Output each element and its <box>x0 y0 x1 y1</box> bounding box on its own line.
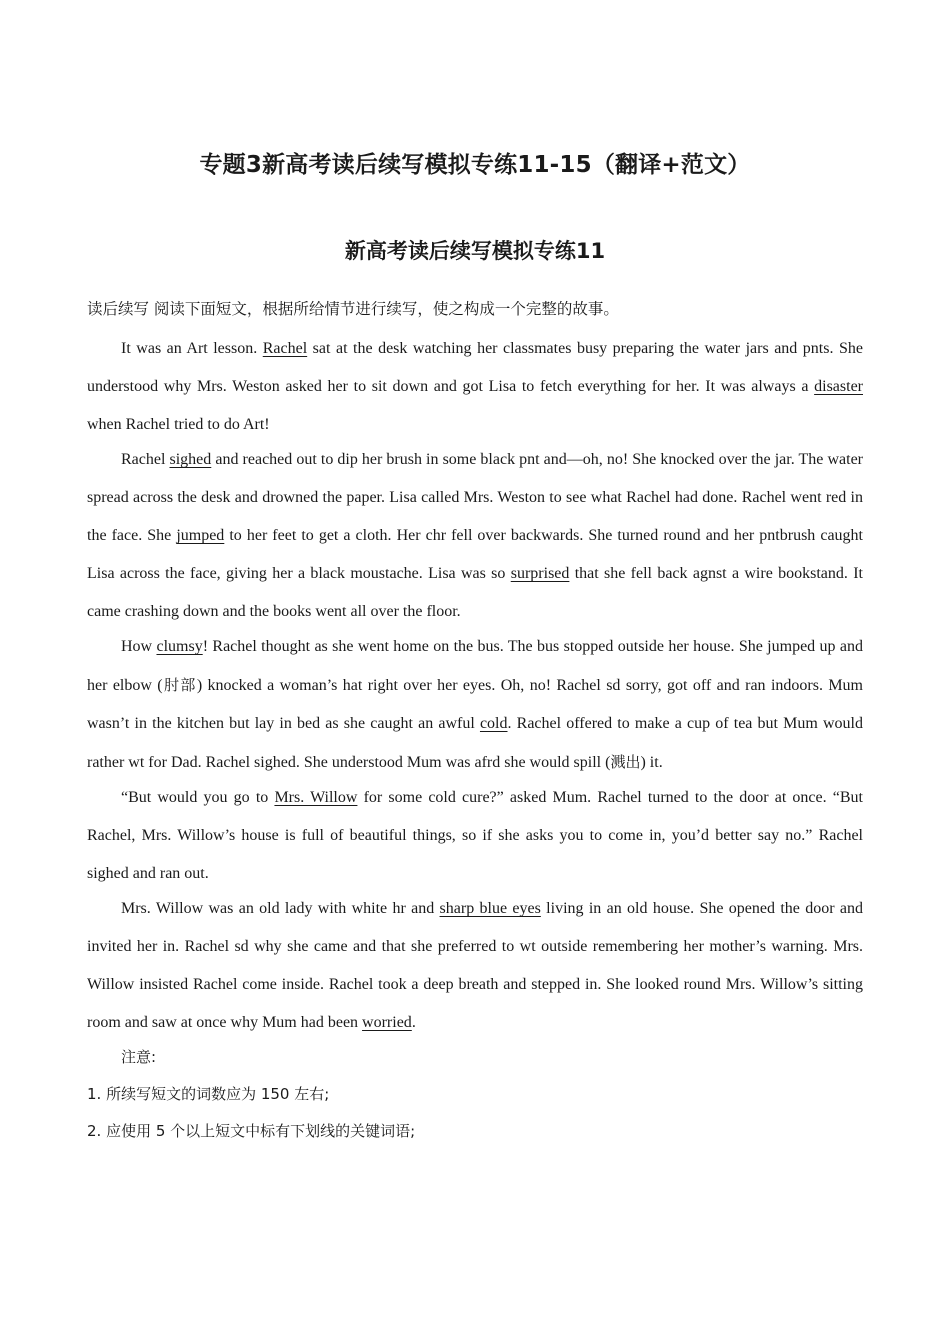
paragraph-text: ! Rachel thought as she went home on the bus. The bus stopped outside her house. She jumped up and her elbow ( <box>87 638 864 694</box>
paragraph-text: ) it. <box>640 754 663 771</box>
paragraph-text: Mrs. Willow was an old lady with white hr and <box>121 900 440 917</box>
note-item-1: 1. 所续写短文的词数应为 150 左右; <box>87 1085 330 1103</box>
story-paragraph <box>87 628 863 782</box>
gloss-text: 肘部 <box>162 676 197 694</box>
paragraph-text: ) knocked a woman’s hat right over her eyes. Oh, no! Rachel sd sorry, got off and ran indoors. Mum wasn’t in the kitchen but lay in bed as she caught an awful <box>87 677 863 732</box>
key-word: sighed <box>169 451 212 468</box>
paragraph-text: sat at the desk watching her classmates busy preparing the water jars and pnts. She understood why Mrs. Weston asked her to sit down and got Lisa to fetch everything for her. It was always a <box>87 340 863 395</box>
key-word: surprised <box>510 565 570 582</box>
paragraph-text: to her feet to get a cloth. Her chr fell over backwards. She turned round and her pntbrush caught Lisa across the face, giving her a black moustache. Lisa was so <box>87 527 863 582</box>
key-word: Mrs. Willow <box>274 789 358 806</box>
story-paragraphs <box>87 330 863 1042</box>
paragraph-text: for some cold cure?” asked Mum. Rachel turned to the door at once. “But Rachel, Mrs. Willow’s house is full of beautiful things, so if she asks you to come in, you’d better say no.” Rachel sighed and ran out. <box>87 789 863 882</box>
gloss-text: 溅出 <box>610 753 641 771</box>
key-word: clumsy <box>156 638 203 655</box>
paragraph-text: living in an old house. She opened the door and invited her in. Rachel sd why she came and that she preferred to wt outside remembering her mother’s warning. Mrs. Willow insisted Rachel come inside. Rachel took a deep breath and stepped in. She looked round Mrs. Willow’s sitting room and saw at once why Mum had been <box>87 900 863 1031</box>
paragraph-text: . <box>411 1014 416 1031</box>
note-item-2: 2. 应使用 5 个以上短文中标有下划线的关键词语; <box>87 1122 416 1140</box>
story-paragraph <box>87 779 863 893</box>
paragraph-text: that she fell back agnst a wire bookstand. It came crashing down and the books went all over the floor. <box>87 565 863 620</box>
paragraph-text: Rachel <box>121 451 170 468</box>
note-heading: 注意: <box>121 1048 157 1066</box>
story-body <box>87 330 863 1150</box>
document-subtitle: 新高考读后续写模拟专练11 <box>344 239 606 263</box>
story-paragraph <box>87 890 863 1042</box>
key-word: disaster <box>814 378 863 395</box>
paragraph-text: How <box>121 638 157 655</box>
paragraph-text: when Rachel tried to do Art! <box>87 416 270 433</box>
key-word: cold <box>479 715 508 732</box>
story-paragraph <box>87 441 863 631</box>
key-word: sharp blue eyes <box>439 900 541 917</box>
paragraph-text: and reached out to dip her brush in some black pnt and—oh, no! She knocked over the jar. The water spread across the desk and drowned the paper. Lisa called Mrs. Weston to see what Rachel had done. Rachel went red in the face. She <box>87 451 864 544</box>
task-instruction: 读后续写 阅读下面短文，根据所给情节进行续写，使之构成一个完整的故事。 <box>87 300 619 318</box>
paragraph-text: . Rachel offered to make a cup of tea but Mum would rather wt for Dad. Rachel sighed. She understood Mum was afrd she would spill ( <box>87 715 864 771</box>
key-word: Rachel <box>262 340 308 357</box>
paragraph-text: It was an Art lesson. <box>121 340 263 357</box>
document-title: 专题3新高考读后续写模拟专练11-15（翻译+范文） <box>199 152 751 178</box>
paragraph-text: “But would you go to <box>121 789 275 806</box>
key-word: worried <box>362 1014 412 1031</box>
key-word: jumped <box>176 527 225 544</box>
story-paragraph <box>87 330 863 444</box>
